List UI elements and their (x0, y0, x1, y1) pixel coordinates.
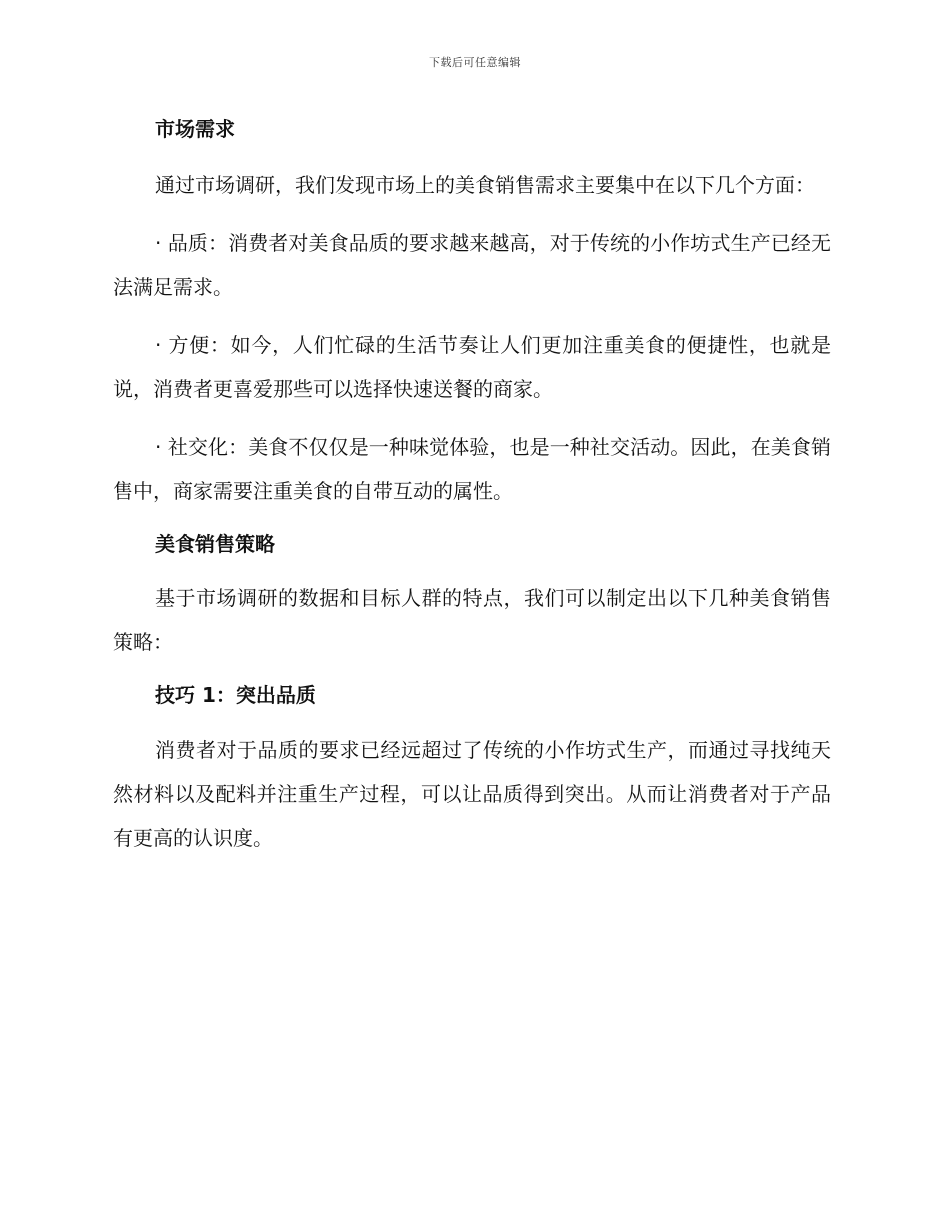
heading-tip-1: 技巧 1：突出品质 (155, 683, 316, 707)
paragraph-market-intro: 通过市场调研，我们发现市场上的美食销售需求主要集中在以下几个方面： (155, 173, 815, 197)
bullet-convenience: · 方便：如今，人们忙碌的生活节奏让人们更加注重美食的便捷性，也就是说，消费者更喜爱那些可以选择快速送餐的商家。 (113, 333, 831, 401)
paragraph-strategy-intro: 基于市场调研的数据和目标人群的特点，我们可以制定出以下几种美食销售策略： (113, 586, 831, 654)
header-note: 下载后可任意编辑 (429, 56, 521, 69)
heading-sales-strategy: 美食销售策略 (155, 532, 275, 556)
document-body (113, 112, 831, 860)
heading-market-demand: 市场需求 (155, 117, 235, 141)
bullet-social: · 社交化：美食不仅仅是一种味觉体验，也是一种社交活动。因此，在美食销售中，商家需要注重美食的自带互动的属性。 (113, 435, 831, 503)
paragraph-tip-1: 消费者对于品质的要求已经远超过了传统的小作坊式生产，而通过寻找纯天然材料以及配料并注重生产过程，可以让品质得到突出。从而让消费者对于产品有更高的认识度。 (113, 738, 831, 850)
bullet-quality: · 品质：消费者对美食品质的要求越来越高，对于传统的小作坊式生产已经无法满足需求。 (113, 231, 831, 299)
